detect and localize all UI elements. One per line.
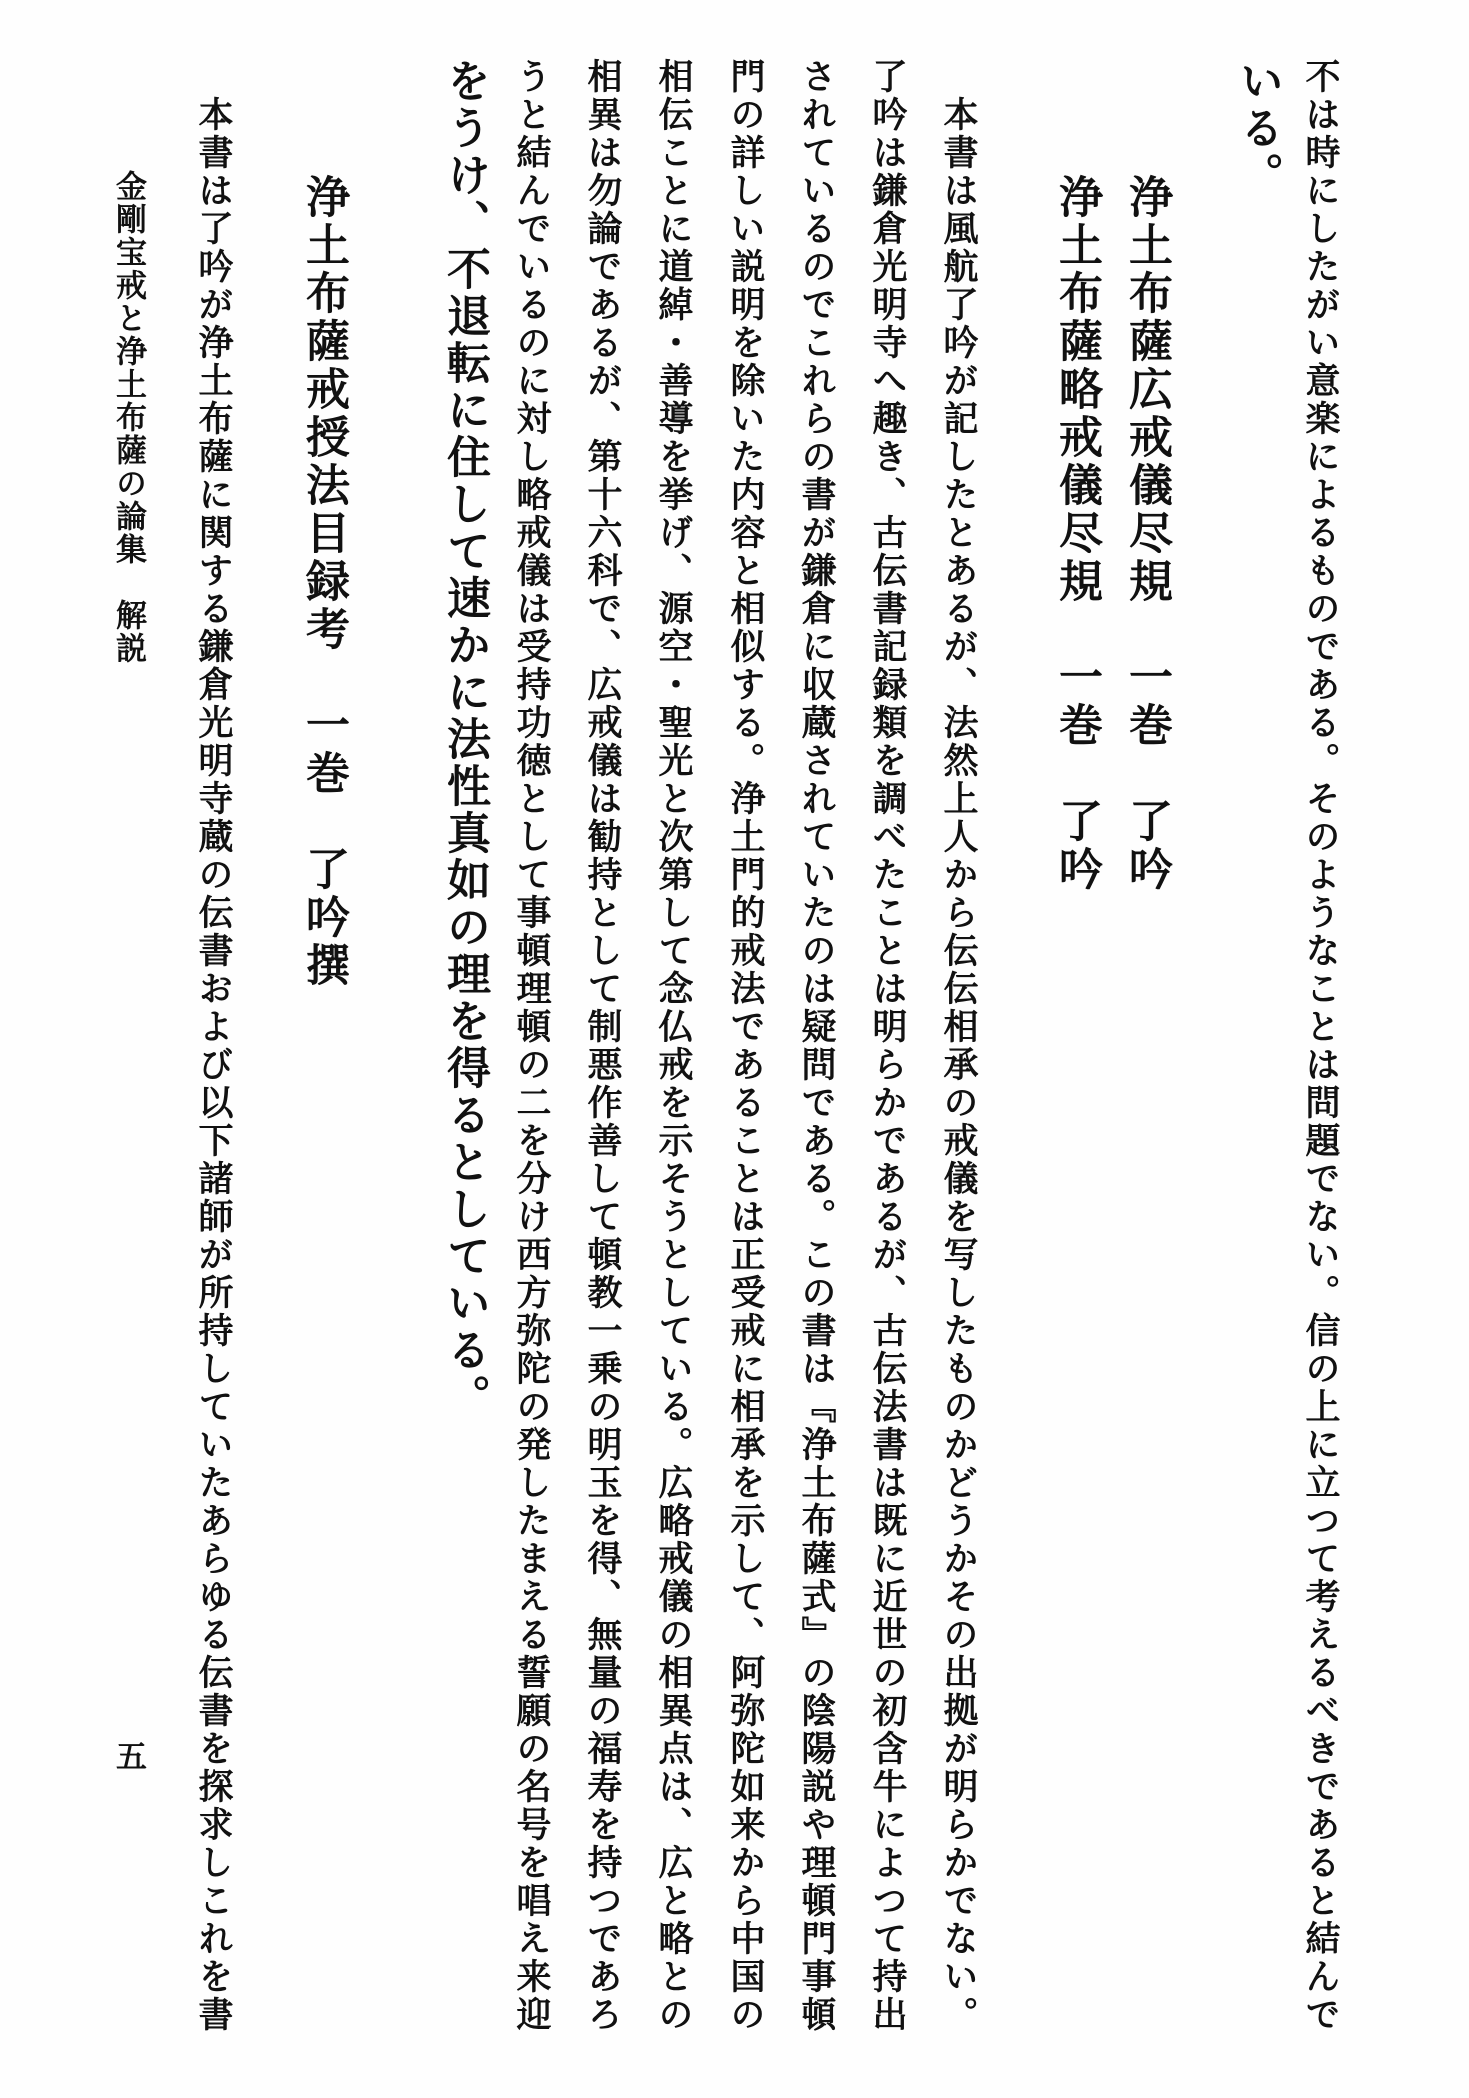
body-line-10: をうけ、不退転に住して速かに法性真如の理を得るとしている。 xyxy=(439,58,490,1421)
body-line-2: いる。 xyxy=(1232,58,1283,199)
body-line-9: うと結んでいるのに対し略戒儀は受持功徳として事頓理頓の二を分け西方弥陀の発したまえる誓願の名号を唱え来迎 xyxy=(511,58,552,2034)
body-line-5: されているのでこれらの書が鎌倉に収蔵されていたのは疑問である。この書は『浄土布薩式』の陰陽説や理頓門事頓 xyxy=(796,58,837,2034)
body-line-8: 相異は勿論であるが、第十六科で、広戒儀は勧持として制悪作善して頓教一乗の明玉を得、無量の福寿を持つであろ xyxy=(582,58,623,2034)
section-heading-mokuroku: 浄土布薩戒授法目録考 一巻 了吟撰 xyxy=(298,174,349,990)
body-line-3: 本書は風航了吟が記したとあるが、法然上人から伝伝相承の戒儀を写したものかどうかその出拠が明らかでない。 xyxy=(938,96,979,2034)
body-line-4: 了吟は鎌倉光明寺へ趣き、古伝書記録類を調べたことは明らかであるが、古伝法書は既に近世の初含牛によつて持出 xyxy=(867,58,908,2034)
body-line-11: 本書は了吟が浄土布薩に関する鎌倉光明寺蔵の伝書および以下諸師が所持していたあらゆる伝書を探求しこれを書 xyxy=(193,96,234,2034)
section-heading-ryaku-kai-gi: 浄土布薩略戒儀尽規 一巻 了吟 xyxy=(1051,174,1102,894)
section-heading-kai-gi: 浄土布薩広戒儀尽規 一巻 了吟 xyxy=(1121,174,1172,894)
page-number: 五 xyxy=(110,1740,146,1771)
running-title: 金剛宝戒と浄土布薩の論集 解説 xyxy=(110,170,146,665)
body-line-7: 相伝ことに道綽・善導を挙げ、源空・聖光と次第して念仏戒を示そうとしている。広略戒儀の相異点は、広と略との xyxy=(653,58,694,2034)
body-line-6: 門の詳しい説明を除いた内容と相似する。浄土門的戒法であることは正受戒に相承を示して、阿弥陀如来から中国の xyxy=(725,58,766,2034)
body-line-1: 不は時にしたがい意楽によるものである。そのようなことは問題でない。信の上に立つて考えるべきであると結んで xyxy=(1300,58,1341,2034)
